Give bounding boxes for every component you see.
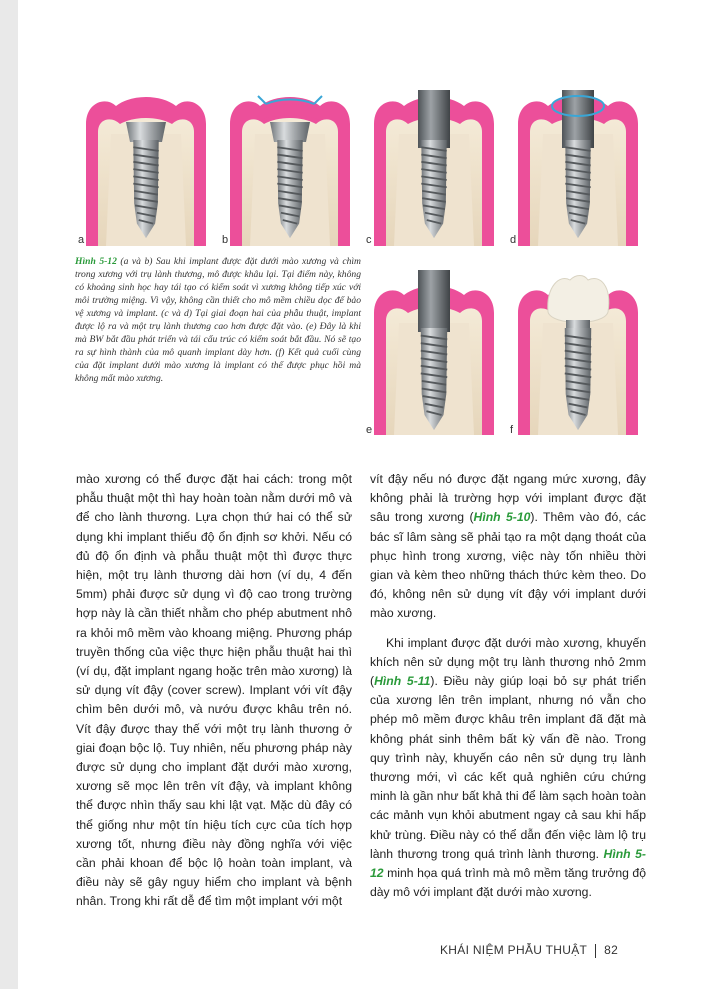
footer-divider — [595, 944, 596, 958]
caption-figure-ref: Hình 5-12 — [75, 256, 117, 267]
panel-label-a: a — [78, 234, 85, 246]
page-footer — [440, 943, 618, 958]
figure-panel-f — [508, 270, 648, 438]
body-left-column — [76, 470, 352, 912]
figure-panel-c — [364, 84, 504, 246]
figure-panel-a — [76, 84, 216, 246]
text-run: ). Thêm vào đó, các bác sĩ lâm sàng sẽ phải tạo ra một dạng thoát của phục hình trong xương, việc này tốn nhiều thời gian và kèm theo những thách thức kèm theo. Do đó, không nên sử dụng vít đậy với implant dưới mào xương. — [370, 510, 647, 621]
panel-label-d: d — [510, 234, 517, 246]
text-run: vít đậy nếu nó được đặt ngang mức xương, đây không phải là trường hợp với implant được đặt sâu trong xương ( — [370, 472, 646, 525]
figure-ref-5-11: Hình 5-11 — [374, 674, 431, 689]
body-right-column — [370, 470, 646, 902]
figure-panel-b — [220, 84, 360, 246]
panel-label-e: e — [366, 424, 373, 436]
figure-panel-d — [508, 84, 648, 246]
figure-ref-5-12: Hình 5-12 — [370, 846, 646, 881]
text-run: ). Điều này giúp loại bỏ sự phát triển của xương lên trên implant, nhưng nó vẫn cho phép mô mềm được khâu trên implant đã đặt mà không phát sinh thêm bất kỳ vấn đề nào. Trong quy trình này, khuyến cáo nên sử dụng trụ lành thương mới, vì các kết quả nghiên cứu chứng minh là gần như bất khả thi để làm sạch hoàn toàn các mảnh vụn khỏi abutment ngay cả sau khi hấp khử trùng. Điều này có thể dẫn đến việc làm lộ trụ lành thương trong quá trình lành thương. — [370, 674, 647, 861]
caption-text: (a và b) Sau khi implant được đặt dưới mào xương và chìm trong xương với trụ lành thương, mô được khâu lại. Tại điểm này, không có khoảng sinh học hay tái tạo có kiểm soát vì xương không tiếp xúc với môi trường miệng. Vì vậy, không cần thiết cho mô mềm chiều dọc để bảo vệ xương và implant. (c và d) Tại giai đoạn hai của phẫu thuật, implant được lộ ra và một trụ lành thương cao hơn được đặt vào. (e) Đây là khi mà BW bắt đầu phát triển và tái cấu trúc có kiểm soát bắt đầu. Nó sẽ tạo ra sự hình thành của mô quanh implant dày hơn. (f) Kết quả cuối cùng của đặt implant dưới mào xương là implant có thể được phục hồi mà không mất mào xương. — [75, 256, 361, 384]
left-paragraph: mào xương có thể được đặt hai cách: trong một phẫu thuật một thì hay hoàn toàn nằm dưới mô và để cho lành thương. Lựa chọn thứ hai có thể sử dụng khi implant thiếu độ ổn định sơ khởi. Nếu có đủ độ ổn định và phẫu thuật một thì được thực hiện, một trụ lành thương dài hơn (ví dụ, 4 đến 5mm) phải được sử dụng vì độ cao trong trường hợp này là cần thiết nhằm cho phép abutment nhô ra khỏi mô mềm vào khoang miệng. Phương pháp truyền thống của việc thực hiện phẫu thuật hai thì (ví dụ, đặt implant ngang hoặc trên mào xương) là sử dụng vít đậy (cover screw). Implant với vít đậy chìm bên dưới mô, và nướu được khâu trên nó. Vít đậy được thay thế với một trụ lành thương ở giai đoạn bộc lộ. Tuy nhiên, nếu phương pháp này được sử dụng cho implant đặt dưới mào xương, xương sẽ mọc lên trên vít đậy, và implant không thể được nhìn thấy sau khi lật vạt. Mặc dù đây có thể giống như một tín hiệu tích cực của tích hợp xương tốt, nhưng điều này đồng nghĩa với việc cần phải khoan để bộc lộ hoàn toàn implant, và điều này sẽ gây nguy hiểm cho implant và bệnh nhân. Trong khi rất dễ để tìm một implant với một — [76, 472, 352, 909]
figure-caption — [75, 255, 361, 385]
page-number: 82 — [604, 943, 619, 957]
panel-label-c: c — [366, 234, 372, 246]
page-edge-bar — [0, 0, 18, 989]
section-title: KHÁI NIỆM PHẪU THUẬT — [440, 943, 588, 957]
figure-ref-5-10: Hình 5-10 — [473, 510, 531, 525]
text-run: Khi implant được đặt dưới mào xương, khuyến khích nên sử dụng một trụ lành thương nhỏ 2mm ( — [370, 635, 646, 689]
text-run: minh họa quá trình mà mô mềm tăng trưởng độ dày mô với implant đặt dưới mào xương. — [370, 866, 646, 900]
right-paragraph-2 — [370, 634, 646, 903]
panel-label-b: b — [222, 234, 229, 246]
right-paragraph-1 — [370, 470, 646, 624]
figure-panel-e — [364, 270, 504, 438]
panel-label-f: f — [510, 424, 514, 436]
